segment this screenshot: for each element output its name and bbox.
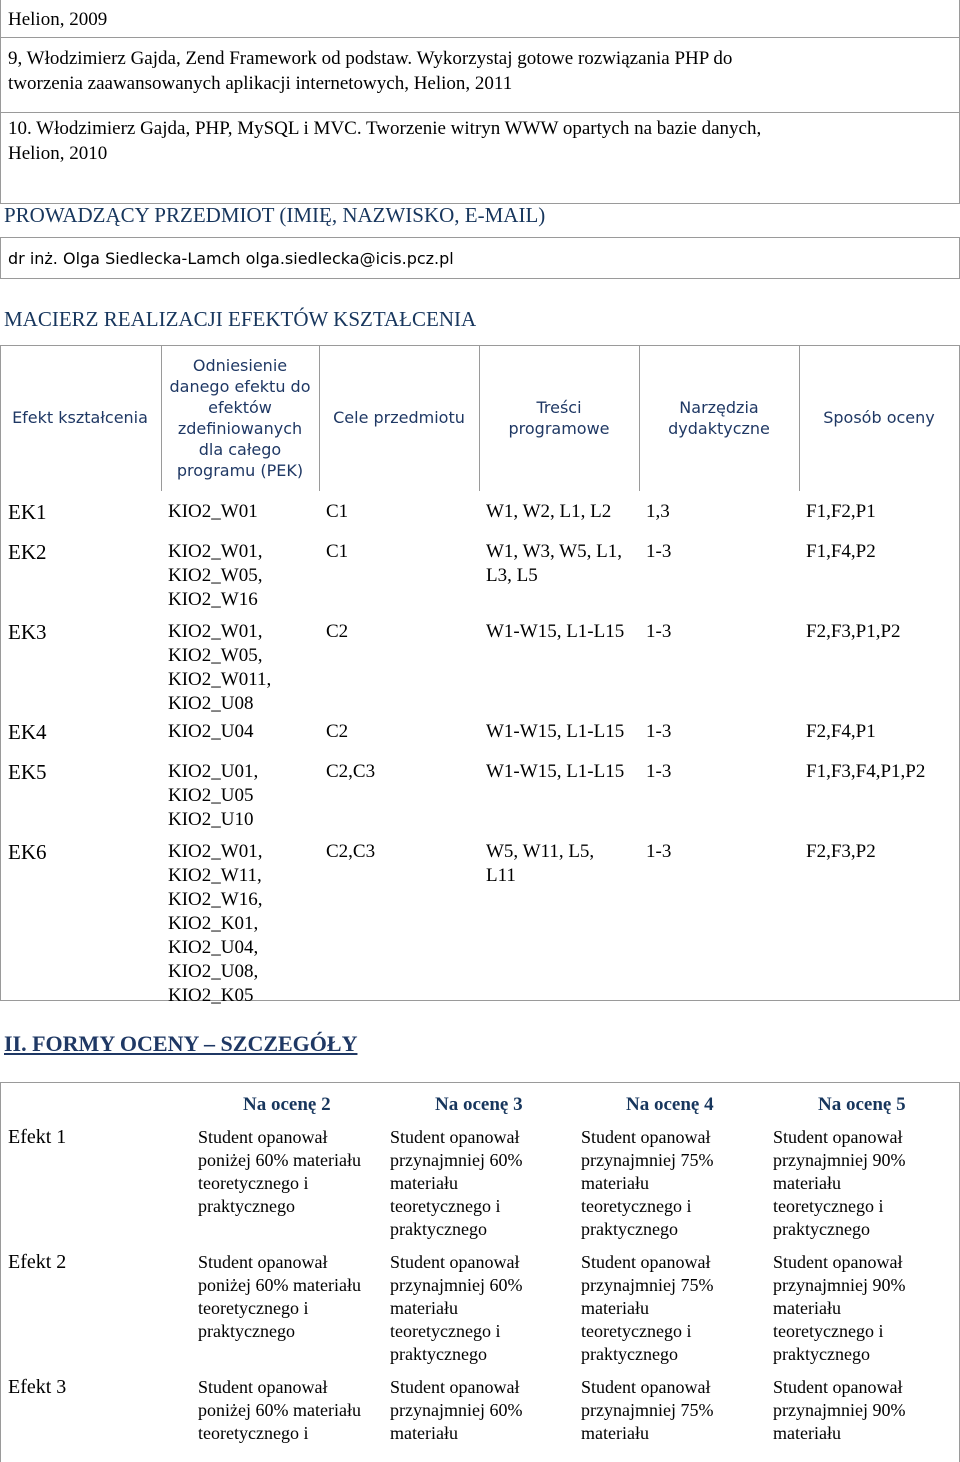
row-ek2-goals: C1 [326, 541, 349, 562]
row-ek4-assess: F2,F4,P1 [806, 721, 876, 742]
row-ek4-content: W1-W15, L1-L15 [486, 721, 625, 742]
lecturer-value: dr inż. Olga Siedlecka-Lamch olga.siedlecka@icis.pcz.pl [8, 249, 454, 268]
header-program-content: Treści programowe [508, 397, 610, 438]
grade-header-3: Na ocenę 3 [435, 1094, 523, 1115]
row-ek4-tools: 1-3 [646, 721, 672, 742]
row-ek5-tools: 1-3 [646, 761, 672, 782]
forms-heading: II. FORMY OCENY – SZCZEGÓŁY [4, 1031, 358, 1056]
row-ek1-tools: 1,3 [646, 501, 670, 522]
effect-1-grade-2: Student opanował poniżej 60% materiału teoretycznego i praktycznego [198, 1127, 361, 1216]
grade-header-4: Na ocenę 4 [626, 1094, 714, 1115]
row-ek6-ref: KIO2_W01, KIO2_W11, KIO2_W16, KIO2_K01, KIO2_U04, KIO2_U08, KIO2_K05 [168, 841, 263, 1006]
row-ek6-content: W5, W11, L5, L11 [486, 841, 595, 886]
row-ek2-effect: EK2 [8, 540, 47, 564]
effect-2-grade-3: Student opanował przynajmniej 60% materiału teoretycznego i praktycznego [390, 1252, 523, 1364]
literature-box-cont [0, 0, 960, 38]
row-ek1-ref: KIO2_W01 [168, 501, 258, 522]
row-ek1-effect: EK1 [8, 500, 47, 524]
matrix-heading: MACIERZ REALIZACJI EFEKTÓW KSZTAŁCENIA [4, 307, 477, 331]
row-ek5-content: W1-W15, L1-L15 [486, 761, 625, 782]
effect-3-grade-3: Student opanował przynajmniej 60% materiału [390, 1377, 523, 1443]
row-ek5-assess: F1,F3,F4,P1,P2 [806, 761, 926, 782]
row-ek2-assess: F1,F4,P2 [806, 541, 876, 562]
effect-1-label: Efekt 1 [8, 1126, 67, 1148]
effect-3-label: Efekt 3 [8, 1376, 67, 1398]
row-ek4-goals: C2 [326, 721, 349, 742]
header-pek-reference: Odniesienie danego efektu do efektów zdefiniowanych dla całego programu (PEK) [169, 355, 311, 480]
row-ek3-effect: EK3 [8, 620, 47, 644]
row-ek2-content: W1, W3, W5, L1, L3, L5 [486, 541, 622, 586]
effect-2-label: Efekt 2 [8, 1251, 67, 1273]
row-ek1-content: W1, W2, L1, L2 [486, 501, 612, 522]
row-ek4-ref: KIO2_U04 [168, 721, 254, 742]
row-ek6-goals: C2,C3 [326, 841, 376, 862]
row-ek3-ref: KIO2_W01, KIO2_W05, KIO2_W011, KIO2_U08 [168, 621, 272, 714]
header-course-goals: Cele przedmiotu [333, 408, 465, 427]
literature-item-10-line2: Helion, 2010 [8, 143, 108, 164]
row-ek2-tools: 1-3 [646, 541, 672, 562]
row-ek5-ref: KIO2_U01, KIO2_U05 KIO2_U10 [168, 761, 259, 830]
row-ek3-tools: 1-3 [646, 621, 672, 642]
header-teaching-tools: Narzędzia dydaktyczne [668, 397, 770, 438]
effect-2-grade-4: Student opanował przynajmniej 75% materiału teoretycznego i praktycznego [581, 1252, 714, 1364]
lecturer-heading: PROWADZĄCY PRZEDMIOT (IMIĘ, NAZWISKO, E-MAIL) [4, 203, 546, 227]
row-ek6-tools: 1-3 [646, 841, 672, 862]
row-ek5-effect: EK5 [8, 760, 47, 784]
literature-item-9-line2: tworzenia zaawansowanych aplikacji internetowych, Helion, 2011 [8, 73, 513, 94]
grade-header-5: Na ocenę 5 [818, 1094, 906, 1115]
effect-2-grade-5: Student opanował przynajmniej 90% materiału teoretycznego i praktycznego [773, 1252, 906, 1364]
row-ek2-ref: KIO2_W01, KIO2_W05, KIO2_W16 [168, 541, 263, 610]
row-ek3-goals: C2 [326, 621, 349, 642]
effect-2-grade-2: Student opanował poniżej 60% materiału teoretycznego i praktycznego [198, 1252, 361, 1341]
effect-3-grade-5: Student opanował przynajmniej 90% materiału [773, 1377, 906, 1443]
literature-item-9-line1: 9, Włodzimierz Gajda, Zend Framework od podstaw. Wykorzystaj gotowe rozwiązania PHP do [8, 48, 733, 69]
header-effect: Efekt kształcenia [12, 408, 148, 427]
effect-1-grade-3: Student opanował przynajmniej 60% materiału teoretycznego i praktycznego [390, 1127, 523, 1239]
literature-item-cont: Helion, 2009 [8, 9, 108, 30]
effect-3-grade-2: Student opanował poniżej 60% materiału teoretycznego i [198, 1377, 361, 1443]
row-ek6-effect: EK6 [8, 840, 47, 864]
header-assessment: Sposób oceny [823, 408, 935, 427]
literature-item-10 [8, 117, 761, 165]
row-ek1-assess: F1,F2,P1 [806, 501, 876, 522]
effect-1-grade-4: Student opanował przynajmniej 75% materiału teoretycznego i praktycznego [581, 1127, 714, 1239]
effect-3-grade-4: Student opanował przynajmniej 75% materiału [581, 1377, 714, 1443]
row-ek5-goals: C2,C3 [326, 761, 376, 782]
row-ek6-assess: F2,F3,P2 [806, 841, 876, 862]
row-ek1-goals: C1 [326, 501, 349, 522]
row-ek4-effect: EK4 [8, 720, 47, 744]
grade-header-2: Na ocenę 2 [243, 1094, 331, 1115]
row-ek3-assess: F2,F3,P1,P2 [806, 621, 901, 642]
literature-item-9 [8, 47, 732, 95]
effect-1-grade-5: Student opanował przynajmniej 90% materiału teoretycznego i praktycznego [773, 1127, 906, 1239]
row-ek3-content: W1-W15, L1-L15 [486, 621, 625, 642]
literature-item-10-line1: 10. Włodzimierz Gajda, PHP, MySQL i MVC. Tworzenie witryn WWW opartych na bazie danych, [8, 118, 762, 139]
